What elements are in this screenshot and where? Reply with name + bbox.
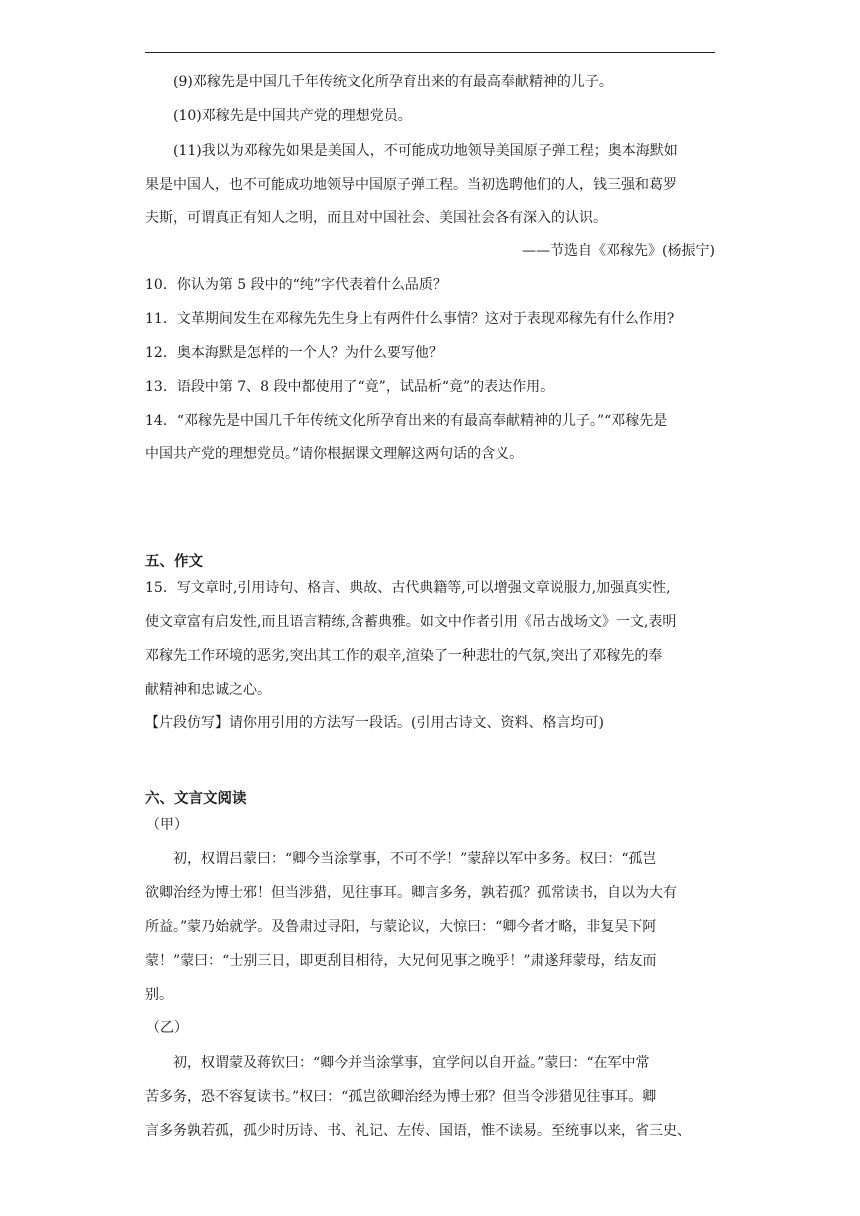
question-14-cont: 中国共产党的理想党员。”请你根据课文理解这两句话的含义。 — [145, 446, 524, 462]
question-15-line: 邓稼先工作环境的恶劣,突出其工作的艰辛,渲染了一种悲壮的气氛,突出了邓稼先的奉 — [145, 648, 663, 664]
question-12: 12．奥本海默是怎样的一个人？为什么要写他？ — [145, 345, 443, 361]
passage-jia-line: 初，权谓吕蒙曰：“卿今当涂掌事，不可不学！”蒙辞以军中多务。权曰：“孤岂 — [173, 851, 657, 867]
passage-jia-line: 欲卿治经为博士邪！但当涉猎，见往事耳。卿言多务，孰若孤？孤常读书，自以为大有 — [145, 885, 677, 901]
imitation-prompt: 【片段仿写】请你用引用的方法写一段话。(引用古诗文、资料、格言均可) — [145, 715, 604, 731]
question-13: 13．语段中第 7、8 段中都使用了“竟”，试品析“竟”的表达作用。 — [145, 379, 555, 395]
header-rule — [145, 52, 715, 53]
paragraph-11-line: 果是中国人，也不可能成功地领导中国原子弹工程。当初选聘他们的人，钱三强和葛罗 — [145, 177, 677, 193]
question-11: 11．文革期间发生在邓稼先先生身上有两件什么事情？这对于表现邓稼先有什么作用? — [145, 311, 675, 327]
question-10: 10．你认为第 5 段中的“纯”字代表着什么品质？ — [145, 277, 447, 293]
question-14: 14．“邓稼先是中国几千年传统文化所孕育出来的有最高奉献精神的儿子。”“邓稼先是 — [145, 413, 668, 429]
paragraph-10: (10)邓稼先是中国共产党的理想党员。 — [173, 108, 412, 124]
passage-jia-line: 所益。”蒙乃始就学。及鲁肃过寻阳，与蒙论议，大惊曰：“卿今者才略，非复吴下阿 — [145, 919, 657, 935]
passage-jia-line: 蒙！”蒙曰：“士别三日，即更刮目相待，大兄何见事之晚乎！”肃遂拜蒙母，结友而 — [145, 953, 657, 969]
question-15-line: 献精神和忠诚之心。 — [145, 682, 271, 698]
passage-yi-line: 苦多务，恐不容复读书。”权曰：“孤岂欲卿治经为博士邪？但当令涉猎见往事耳。卿 — [145, 1089, 657, 1105]
question-15-line: 15．写文章时,引用诗句、格言、典故、古代典籍等,可以增强文章说服力,加强真实性, — [145, 580, 671, 596]
source-citation: ——节选自《邓稼先》(杨振宁) — [522, 243, 715, 259]
paragraph-11-line: (11)我以为邓稼先如果是美国人，不可能成功地领导美国原子弹工程；奥本海默如 — [173, 143, 678, 159]
passage-label-jia: （甲） — [146, 817, 188, 833]
passage-yi-line: 言多务孰若孤，孤少时历诗、书、礼记、左传、国语，惟不读易。至统事以来，省三史、 — [145, 1123, 691, 1139]
section-heading: 五、作文 — [145, 554, 203, 570]
paragraph-11-line: 夫斯，可谓真正有知人之明，而且对中国社会、美国社会各有深入的认识。 — [145, 210, 607, 226]
question-15-line: 使文章富有启发性,而且语言精练,含蓄典雅。如文中作者引用《吊古战场文》一文,表明 — [145, 614, 677, 630]
passage-label-yi: （乙） — [146, 1020, 188, 1036]
paragraph-9: (9)邓稼先是中国几千年传统文化所孕育出来的有最高奉献精神的儿子。 — [173, 74, 613, 90]
section-heading: 六、文言文阅读 — [145, 791, 247, 807]
passage-yi-line: 初，权谓蒙及蒋钦曰：“卿今并当涂掌事，宜学问以自开益。”蒙曰：“在军中常 — [173, 1055, 650, 1071]
passage-jia-line: 别。 — [145, 987, 173, 1003]
